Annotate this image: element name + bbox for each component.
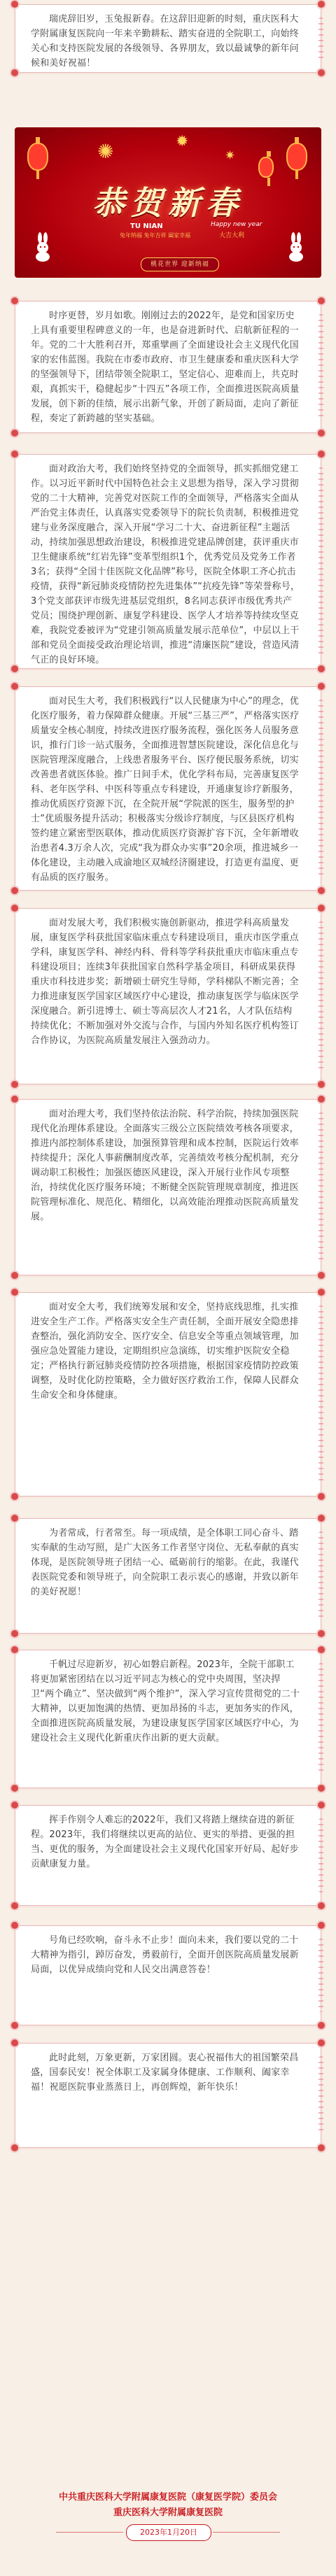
edge-decoration — [318, 314, 323, 420]
edge-decoration — [318, 921, 323, 1071]
rabbit-icon — [285, 232, 309, 262]
paragraph-card — [15, 686, 321, 891]
intro-card — [15, 4, 321, 73]
corner-dot — [11, 1902, 18, 1909]
corner-dot — [318, 430, 325, 437]
corner-dot — [318, 887, 325, 894]
edge-decoration — [318, 700, 323, 877]
paragraph-card — [15, 1099, 321, 1275]
corner-dot — [318, 2144, 325, 2151]
corner-dot — [11, 1922, 18, 1929]
corner-dot — [318, 1902, 325, 1909]
corner-dot — [11, 2039, 18, 2046]
edge-decoration — [318, 467, 323, 656]
corner-dot — [318, 451, 325, 458]
corner-dot — [318, 1515, 325, 1522]
footer-date: 2023年1月20日 — [126, 2524, 211, 2541]
paragraph-card — [15, 454, 321, 669]
banner-subtitle: TU NIAN — [130, 222, 163, 230]
paragraph-card — [15, 1650, 321, 1788]
edge-decoration — [318, 1818, 323, 1892]
paragraph-card — [15, 301, 321, 433]
banner-english: Happy new year — [211, 221, 262, 228]
edge-decoration — [318, 1112, 323, 1262]
corner-dot — [318, 1630, 325, 1637]
corner-dot — [11, 1096, 18, 1103]
paragraph-text: 面对民生大考，我们积极践行“以人民健康为中心”的理念，优化医疗服务，着力保障群众健康。开展“三基三严”，严格落实医疗质量安全核心制度，持续改进医疗服务流程，强化医务人员服务意识，推行门诊一站式服务，全面推进智慧医院建设，深化信息化与医院管理深度融合，上线患者服务平台、医疗便民服务系统，切实改善患者就医体验。推广日间手术，优化学科布局，完善康复医学科、老年医学科、中医科等重点专科建设，开通康复诊疗新服务，推动优质医疗资源下沉，在全院开展“学院派的医生，服务型的护士”优质服务提升活动；积极落实分级诊疗制度，与区县医疗机构签约建立紧密型医联体，推动优质医疗资源扩容下沉，全年新增收治患者4.3万余人次，完成“我为群众办实事”20余项，推进城乡一体化建设，主动融入成渝地区双城经济圈建设，打造更有温度、更有品质的医疗服务。 — [31, 696, 300, 883]
corner-dot — [318, 683, 325, 690]
corner-dot — [11, 665, 18, 672]
corner-dot — [318, 1096, 325, 1103]
corner-dot — [318, 2022, 325, 2029]
divider — [213, 2532, 280, 2533]
corner-dot — [318, 2039, 325, 2046]
rabbit-icon — [31, 232, 55, 262]
banner-tag: 桃花世界 迎新纳福 — [141, 257, 219, 271]
lantern-icon — [258, 157, 274, 178]
corner-dot — [11, 1493, 18, 1500]
paragraph-text: 为者常成，行者常至。每一项成绩，是全体职工同心奋斗、踏实奉献的生动写照，是广大医务工作者坚守岗位、无私奉献的真实体现，是医院领导班子团结一心、砥砺前行的缩影。在此，我谨代表医院党委和领导班子，向全院职工表示衷心的感谢，并致以新年的美好祝愿！ — [31, 1528, 299, 1597]
paragraph-text: 号角已经吹响，奋斗永不止步！面向未来，我们要以党的二十大精神为指引，踔厉奋发，勇毅前行，全面开创医院高质量发展新局面，以优异成绩向党和人民交出满意答卷！ — [31, 1935, 299, 1975]
lantern-icon — [27, 143, 48, 171]
corner-dot — [11, 2022, 18, 2029]
edge-decoration — [318, 17, 323, 59]
banner-title: 恭贺新春 — [92, 184, 244, 222]
corner-dot — [11, 1272, 18, 1279]
corner-dot — [11, 1515, 18, 1522]
paragraph-card — [15, 1292, 321, 1496]
corner-dot — [318, 665, 325, 672]
paragraph-card — [15, 1518, 321, 1634]
firework-icon: ✺ — [97, 140, 114, 163]
paragraph-text: 面对治理大考，我们坚持依法治院、科学治院，持续加强医院现代化治理体系建设。全面落实三级公立医院绩效考核各项要求，推进内部控制体系建设，加强预算管理和成本控制，医院运行效率持续提升；深化人事薪酬制度改革，完善绩效考核分配机制，充分调动职工积极性；加强医德医风建设，深入开展行业作风专项整治，持续优化医疗服务环境；不断健全医院管理规章制度，推进医院管理标准化、规范化、精细化，以高效能治理推动医院高质量发展。 — [31, 1109, 299, 1222]
paragraph-text: 面对发展大考，我们积极实施创新驱动，推进学科高质量发展，康复医学科获批国家临床重点专科建设项目，重庆市医学重点学科，康复医学科、神经内科、骨科等学科获批重庆市临床重点专科建设项目；连续3年获批国家自然科学基金项目，科研成果获得重庆市科技进步奖；新增硕士研究生导师，学科梯队不断完善；全力推进康复医学国家区域医疗中心建设，推动康复医学与临床医学深度融合。新引进博士、硕士等高层次人才21名，人才队伍结构持续优化；不断加强对外交流与合作，与国内外知名医疗机构签订合作协议，为医院高质量发展注入强劲动力。 — [31, 918, 299, 1046]
paragraph-card — [15, 1805, 321, 1906]
corner-dot — [318, 1802, 325, 1809]
corner-dot — [11, 1289, 18, 1296]
corner-dot — [318, 1272, 325, 1279]
edge-decoration — [318, 1531, 323, 1620]
paragraph-text: 挥手作别令人难忘的2022年，我们又将踏上继续奋进的新征程。2023年，我们将继续以更高的站位、更实的举措、更强的担当、更优的服务，为全面建设社会主义现代化国家开好局、起好步贡献康复力量。 — [31, 1815, 299, 1869]
corner-dot — [11, 1630, 18, 1637]
corner-dot — [11, 69, 18, 76]
corner-dot — [11, 1, 18, 8]
paragraph-text: 面对政治大考，我们始终坚持党的全面领导，抓实抓细党建工作。以习近平新时代中国特色社会主义思想为指导，深入学习贯彻党的二十大精神，完善党对医院工作的全面领导，严格落实全面从严治党主体责任，认真落实党委领导下的院长负责制，积极推进党建与业务深度融合，深入开展“学习二十大、奋进新征程”主题活动，持续加强思想政治建设，积极推进党建品牌创建，获评重庆市卫生健康系统“红岩先锋”变革型组织1个，优秀党员及党务工作者3名；获得“全国十佳医院文化品牌”称号，医院全体职工齐心抗击疫情，获得“新冠肺炎疫情防控先进集体”“抗疫先锋”等荣誉称号，3个党支部获评市级先进基层党组织，8名同志获评市级优秀共产党员；围绕护理创新、康复学科建设、医学人才培养等持续攻坚克难，我院党委被评为“党建引领高质量发展示范单位”，中层以上干部和党员全面接受政治理论培训，推进“清廉医院”建设，营造风清气正的良好环境。 — [31, 464, 300, 665]
divider — [56, 2532, 123, 2533]
corner-dot — [11, 1802, 18, 1809]
paragraph-text: 千帆过尽迎新岁，初心如磐启新程。2023年，全院干部职工将更加紧密团结在以习近平同志为核心的党中央周围，坚决捍卫“两个确立”、坚决做到“两个维护”，深入学习宣传贯彻党的二十大精神，以更加饱满的热情、更加昂扬的斗志，更加务实的作风，全面推进医院高质量发展，为建设康复医学国家区域医疗中心，为建设社会主义现代化新重庆作出新的更大贡献。 — [31, 1659, 300, 1743]
paragraph-text: 面对安全大考，我们统筹发展和安全，坚持底线思维，扎实推进安全生产工作。严格落实安全生产责任制，全面开展安全隐患排查整治，强化消防安全、医疗安全、信息安全等重点领域管理，加强应急处置能力建设，定期组织应急演练，切实维护医院安全稳定；严格执行新冠肺炎疫情防控各项措施，根据国家疫情防控政策调整，及时优化防控策略，全力做好医疗救治工作，保障人民群众生命安全和身体健康。 — [31, 1302, 299, 1401]
corner-dot — [11, 2144, 18, 2151]
corner-dot — [318, 1922, 325, 1929]
paragraph-card — [15, 2043, 321, 2148]
paragraph-card — [15, 1925, 321, 2025]
corner-dot — [318, 1785, 325, 1792]
corner-dot — [11, 451, 18, 458]
firework-icon: ✷ — [225, 148, 236, 163]
corner-dot — [318, 1289, 325, 1296]
corner-dot — [11, 887, 18, 894]
lantern-icon — [286, 143, 307, 171]
corner-dot — [11, 1646, 18, 1653]
banner-subtitle-small: 兔年纳福 兔年吉祥 阖家幸福 — [120, 232, 191, 239]
paragraph-text: 时序更替，岁月如歌。刚刚过去的2022年，是党和国家历史上具有重要里程碑意义的一年，也是奋进新时代、启航新征程的一年。党的二十大胜利召开，郑重擘画了全面建设社会主义现代化国家的宏伟蓝图。我院在市委市政府、市卫生健康委和重庆医科大学的坚强领导下，团结带领全院职工，坚定信心、迎难而上，共克时艰，真抓实干，稳健起步“十四五”各项工作，全面推进医院高质量发展，创下新的佳绩，展示出新气象，开创了新局面，走向了新征程，奏定了新跨越的坚实基础。 — [31, 311, 300, 424]
edge-decoration — [318, 2056, 323, 2135]
banner-blessing: 大吉大利 — [219, 232, 245, 239]
corner-dot — [318, 69, 325, 76]
edge-decoration — [318, 1305, 323, 1483]
corner-dot — [318, 905, 325, 912]
corner-dot — [318, 1081, 325, 1088]
edge-decoration — [318, 1663, 323, 1775]
corner-dot — [318, 1, 325, 8]
footer-hospital: 重庆医科大学附属康复医院 — [113, 2507, 223, 2518]
corner-dot — [11, 1785, 18, 1792]
corner-dot — [11, 430, 18, 437]
corner-dot — [318, 1493, 325, 1500]
corner-dot — [11, 905, 18, 912]
corner-dot — [11, 1081, 18, 1088]
corner-dot — [318, 1646, 325, 1653]
corner-dot — [11, 683, 18, 690]
corner-dot — [11, 297, 18, 304]
firework-icon: ✹ — [176, 133, 189, 150]
corner-dot — [318, 297, 325, 304]
footer-organization: 中共重庆医科大学附属康复医院（康复医学院）委员会 — [58, 2492, 277, 2503]
edge-decoration — [318, 1939, 323, 2012]
paragraph-text: 此时此刻，万象更新，万家团圆。衷心祝福伟大的祖国繁荣昌盛，国泰民安！祝全体职工及家属身体健康、工作顺利、阖家幸福！祝愿医院事业蒸蒸日上，再创辉煌，新年快乐！ — [31, 2053, 299, 2093]
intro-text: 瑞虎辞旧岁，玉兔报新春。在这辞旧迎新的时刻，重庆医科大学附属康复医院向一年来辛勤耕耘、踏实奋进的全院职工，向始终关心和支持医院发展的各级领导、各界朋友，致以最诚挚的新年问候和美好祝福！ — [31, 14, 299, 69]
paragraph-card — [15, 908, 321, 1084]
new-year-banner — [15, 127, 321, 278]
